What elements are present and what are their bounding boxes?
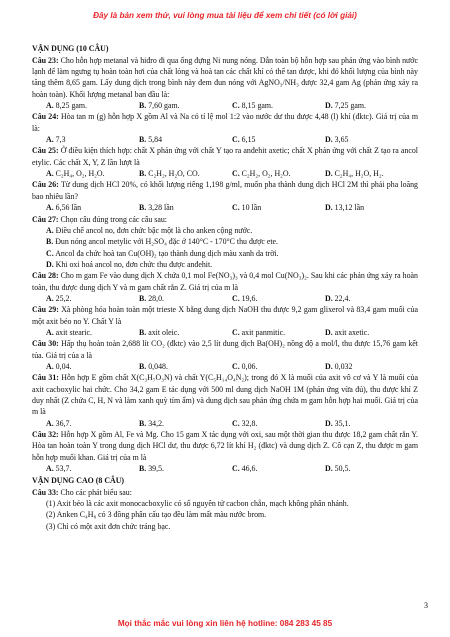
answer-option <box>232 361 325 372</box>
answer-option <box>32 259 418 270</box>
question-text: Hỗn hợp X gồm Al, Fe và Mg. Cho 15 gam X tác dụng với oxi, sau một thời gian thu được 18,2 gam chất rắn Y. Hòa tan hoàn toàn Y trong dung dịch HCl dư, thu được 6,72 lít khí H₂ (đktc) và dung dịch Z. Cô cạn Z, thu được m gam hỗn hợp muối khan. Giá trị của m là <box>32 430 418 462</box>
statement: (3) Chỉ có một axit đơn chức tráng bạc. <box>46 521 171 531</box>
hotline-banner: Mọi thắc mắc vui lòng xin liên hệ hotline: 084 283 45 85 <box>117 618 333 628</box>
option-text: 36,7. <box>55 418 72 428</box>
option-letter: C. <box>232 293 240 303</box>
option-text: 53,7. <box>55 464 72 474</box>
question-label: Câu 25: <box>32 146 59 156</box>
option-letter: D. <box>325 361 333 371</box>
option-text: 8,25 gam. <box>55 101 87 111</box>
option-letter: D. <box>325 135 333 145</box>
option-text: C₂H₂, O₂, H₂O. <box>241 169 291 179</box>
option-letter: B. <box>139 418 147 428</box>
answer-option <box>139 418 232 429</box>
answer-option <box>139 293 232 304</box>
option-text: 0,048. <box>148 361 168 371</box>
option-text: C₂H₂, H₂O, CO. <box>148 169 200 179</box>
option-text: C₂H₄, O₂, H₂O. <box>55 169 105 179</box>
option-text: 34,2. <box>148 418 165 428</box>
option-letter: C. <box>232 327 240 337</box>
option-text: 6,15 <box>241 135 256 145</box>
answer-options <box>32 168 418 179</box>
option-letter: A. <box>46 203 54 213</box>
answer-option <box>46 463 139 474</box>
option-letter: A. <box>46 418 54 428</box>
option-letter: B. <box>139 464 147 474</box>
option-text: 0,06. <box>241 361 258 371</box>
question-text: Hấp thụ hoàn toàn 2,688 lít CO₂ (đktc) vào 2,5 lít dung dịch Ba(OH)₂ nồng độ a mol/l, thu được 15,76 gam kết tủa. Giá trị của a là <box>32 339 418 360</box>
answer-option <box>46 361 139 372</box>
answer-option <box>325 361 418 372</box>
answer-option <box>139 202 232 213</box>
option-letter: D. <box>325 418 333 428</box>
option-letter: C. <box>232 203 240 213</box>
option-letter: C. <box>232 169 240 179</box>
question-text: Xà phòng hóa hoàn toàn một trieste X bằng dung dịch NaOH thu được 9,2 gam glixerol và 83,4 gam muối của một axit béo no Y. Chất Y là <box>32 305 418 326</box>
option-text: 0,032 <box>334 361 353 371</box>
option-letter: B. <box>46 237 54 247</box>
option-letter: C. <box>232 135 240 145</box>
option-text: Đun nóng ancol metylic với H₂SO₄ đặc ở 140°C - 170°C thu được ete. <box>55 237 279 247</box>
answer-options <box>32 134 418 145</box>
answer-option <box>325 463 418 474</box>
answer-options <box>32 293 418 304</box>
question-label: Câu 29: <box>32 305 59 315</box>
option-letter: D. <box>325 327 333 337</box>
question-label: Câu 28: <box>32 271 59 281</box>
option-text: 6,56 lần <box>55 203 82 213</box>
option-letter: B. <box>139 169 147 179</box>
answer-option <box>139 100 232 111</box>
answer-option <box>46 327 139 338</box>
question-text: Hòa tan m (g) hỗn hợp X gồm Al và Na có tỉ lệ mol 1:2 vào nước dư thu được 4,48 (l) khí (đktc). Giá trị của m là: <box>32 112 418 133</box>
question-text: Hỗn hợp E gồm chất X(C₃H₇O₃N) và chất Y(C₅H₁₄O₄N₂); trong đó X là muối của axit vô cơ và Y là muối của axit cacboxylic hai chức. Cho 34,2 gam E tác dụng với 500 ml dung dịch NaOH 1M (phản ứng vừa đủ), thu được khí Z duy nhất (Z chứa C, H, N và làm xanh quỳ tím ẩm) và dung dịch sau phản ứng chứa m gam hỗn hợp hai muối. Giá trị của m là <box>32 373 418 417</box>
answer-option <box>232 293 325 304</box>
option-text: 13,12 lần <box>334 203 365 213</box>
question-label: Câu 30: <box>32 339 59 349</box>
answer-option <box>139 327 232 338</box>
option-letter: B. <box>139 101 147 111</box>
option-text: 39,5. <box>148 464 165 474</box>
option-text: 19,6. <box>241 293 258 303</box>
option-letter: C. <box>232 418 240 428</box>
option-text: 22,4. <box>334 293 351 303</box>
question-text: Từ dung dịch HCl 20%, có khối lượng riêng 1,198 g/ml, muốn pha thành dung dịch HCl 2M thì phải pha loãng bao nhiêu lần? <box>32 180 418 201</box>
option-text: C₂H₄, H₂O, H₂. <box>334 169 384 179</box>
option-text: axit panmitic. <box>241 327 286 337</box>
answer-option <box>32 225 418 236</box>
option-letter: B. <box>139 135 147 145</box>
answer-option <box>325 327 418 338</box>
answer-option <box>32 248 418 259</box>
option-text: 50,5. <box>334 464 351 474</box>
answer-option <box>232 463 325 474</box>
option-text: axit stearic. <box>55 327 93 337</box>
option-text: 7,3 <box>55 135 66 145</box>
question-text: Chọn câu đúng trong các câu sau: <box>60 214 168 224</box>
question-text: Cho các phát biểu sau: <box>60 487 132 497</box>
option-text: 3,28 lần <box>148 203 174 213</box>
answer-option <box>46 100 139 111</box>
question-label: Câu 31: <box>32 373 59 383</box>
answer-option <box>232 327 325 338</box>
answer-option <box>46 134 139 145</box>
question <box>32 214 418 225</box>
question-label: Câu 24: <box>32 112 59 122</box>
answer-option <box>46 202 139 213</box>
answer-option <box>232 100 325 111</box>
statement: (1) Axit béo là các axit monocacboxylic có số nguyên tử cacbon chẵn, mạch không phân nhánh. <box>46 499 349 509</box>
answer-option <box>139 134 232 145</box>
question <box>32 111 418 134</box>
question <box>32 145 418 168</box>
answer-option <box>325 134 418 145</box>
question <box>32 372 418 417</box>
option-text: Ancol đa chức hoà tan Cu(OH)₂ tạo thành dung dịch màu xanh da trời. <box>55 248 279 258</box>
answer-option <box>325 202 418 213</box>
option-letter: A. <box>46 361 54 371</box>
question-text: Cho hỗn hợp metanal và hiđro đi qua ống đựng Ni nung nóng. Dẫn toàn bộ hỗn hợp sau phản ứng vào bình nước lạnh để làm ngưng tụ hoàn toàn hơi của chất lỏng và hoà tan các chất khí có thể tan được, khi đó khối lượng của bình này tăng thêm 8,65 gam. Lấy dung dịch trong bình này đem đun nóng với AgNO₃/NH₃ được 32,4 gam Ag (phản ứng xảy ra hoàn toàn). Khối lượng metanal ban đầu là: <box>32 55 418 99</box>
question-label: Câu 33: <box>32 487 59 497</box>
statement: (2) Anken C₄H₈ có 3 đồng phân cấu tạo đều làm mất màu nước brom. <box>46 510 267 520</box>
preview-banner: Đây là bản xem thử, vui lòng mua tài liệu để xem chi tiết (có lời giải) <box>93 11 357 20</box>
answer-options <box>32 418 418 429</box>
option-letter: A. <box>46 169 54 179</box>
option-letter: D. <box>325 169 333 179</box>
option-text: 10 lần <box>241 203 262 213</box>
answer-options <box>32 463 418 474</box>
answer-options <box>32 100 418 111</box>
option-letter: A. <box>46 101 54 111</box>
option-letter: A. <box>46 293 54 303</box>
option-letter: C. <box>232 361 240 371</box>
answer-option <box>325 293 418 304</box>
answer-option <box>139 168 232 179</box>
question-label: Câu 26: <box>32 180 59 190</box>
question-text: Ở điều kiện thích hợp: chất X phản ứng với chất Y tạo ra anđehit axetic; chất X phản ứng với chất Z tạo ra ancol etylic. Các chất X, Y, Z lần lượt là <box>32 146 418 167</box>
option-letter: C. <box>46 248 54 258</box>
option-text: 7,60 gam. <box>148 101 180 111</box>
answer-option <box>325 168 418 179</box>
answer-option <box>139 463 232 474</box>
option-text: axit oleic. <box>148 327 180 337</box>
answer-option <box>232 168 325 179</box>
question-label: Câu 27: <box>32 214 59 224</box>
question <box>32 487 418 498</box>
answer-option <box>232 418 325 429</box>
option-letter: D. <box>46 259 54 269</box>
option-text: 0,04. <box>55 361 72 371</box>
option-text: 3,65 <box>334 135 349 145</box>
option-text: 25,2. <box>55 293 72 303</box>
answer-option <box>325 418 418 429</box>
answer-options <box>32 361 418 372</box>
answer-option <box>32 236 418 247</box>
question <box>32 179 418 202</box>
question-list <box>32 55 418 532</box>
answer-options <box>32 327 418 338</box>
option-text: 32,8. <box>241 418 258 428</box>
answer-option <box>46 168 139 179</box>
option-text: Điều chế ancol no, đơn chức bậc một là cho anken cộng nước. <box>55 225 253 235</box>
question <box>32 270 418 293</box>
option-text: 46,6. <box>241 464 258 474</box>
option-text: 7,25 gam. <box>334 101 366 111</box>
option-letter: C. <box>232 101 240 111</box>
question <box>32 55 418 100</box>
option-text: axit axetic. <box>334 327 370 337</box>
option-letter: D. <box>325 464 333 474</box>
section-title-van-dung: VẬN DỤNG (10 CÂU) <box>32 44 109 54</box>
section-title-van-dung-cao: VẬN DỤNG CAO (8 CÂU) <box>32 476 125 486</box>
option-text: 35,1. <box>334 418 351 428</box>
option-letter: D. <box>325 293 333 303</box>
answer-option <box>232 134 325 145</box>
question <box>32 338 418 361</box>
page-number: 3 <box>424 600 428 610</box>
answer-option <box>325 100 418 111</box>
answer-option <box>232 202 325 213</box>
option-text: 28,0. <box>148 293 165 303</box>
option-letter: A. <box>46 464 54 474</box>
question-label: Câu 32: <box>32 430 59 440</box>
option-text: Khi oxi hoá ancol no, đơn chức thu được anđehit. <box>55 259 213 269</box>
answer-option <box>139 361 232 372</box>
question-text: Cho m gam Fe vào dung dịch X chứa 0,1 mol Fe(NO₃)₃ và 0,4 mol Cu(NO₃)₂. Sau khi các phản ứng xảy ra hoàn toàn, thu được dung dịch Y và m gam chất rắn Z. Giá trị của m là <box>32 271 418 292</box>
answer-option <box>46 293 139 304</box>
option-letter: B. <box>139 327 147 337</box>
question <box>32 304 418 327</box>
question <box>32 429 418 463</box>
option-letter: B. <box>139 203 147 213</box>
option-letter: D. <box>325 101 333 111</box>
option-text: 8,15 gam. <box>241 101 273 111</box>
option-letter: A. <box>46 225 54 235</box>
option-text: 5,84 <box>148 135 163 145</box>
answer-option <box>46 418 139 429</box>
option-letter: B. <box>139 293 147 303</box>
option-letter: A. <box>46 135 54 145</box>
option-letter: B. <box>139 361 147 371</box>
option-letter: A. <box>46 327 54 337</box>
answer-options <box>32 202 418 213</box>
question-label: Câu 23: <box>32 55 59 65</box>
option-letter: D. <box>325 203 333 213</box>
option-letter: C. <box>232 464 240 474</box>
